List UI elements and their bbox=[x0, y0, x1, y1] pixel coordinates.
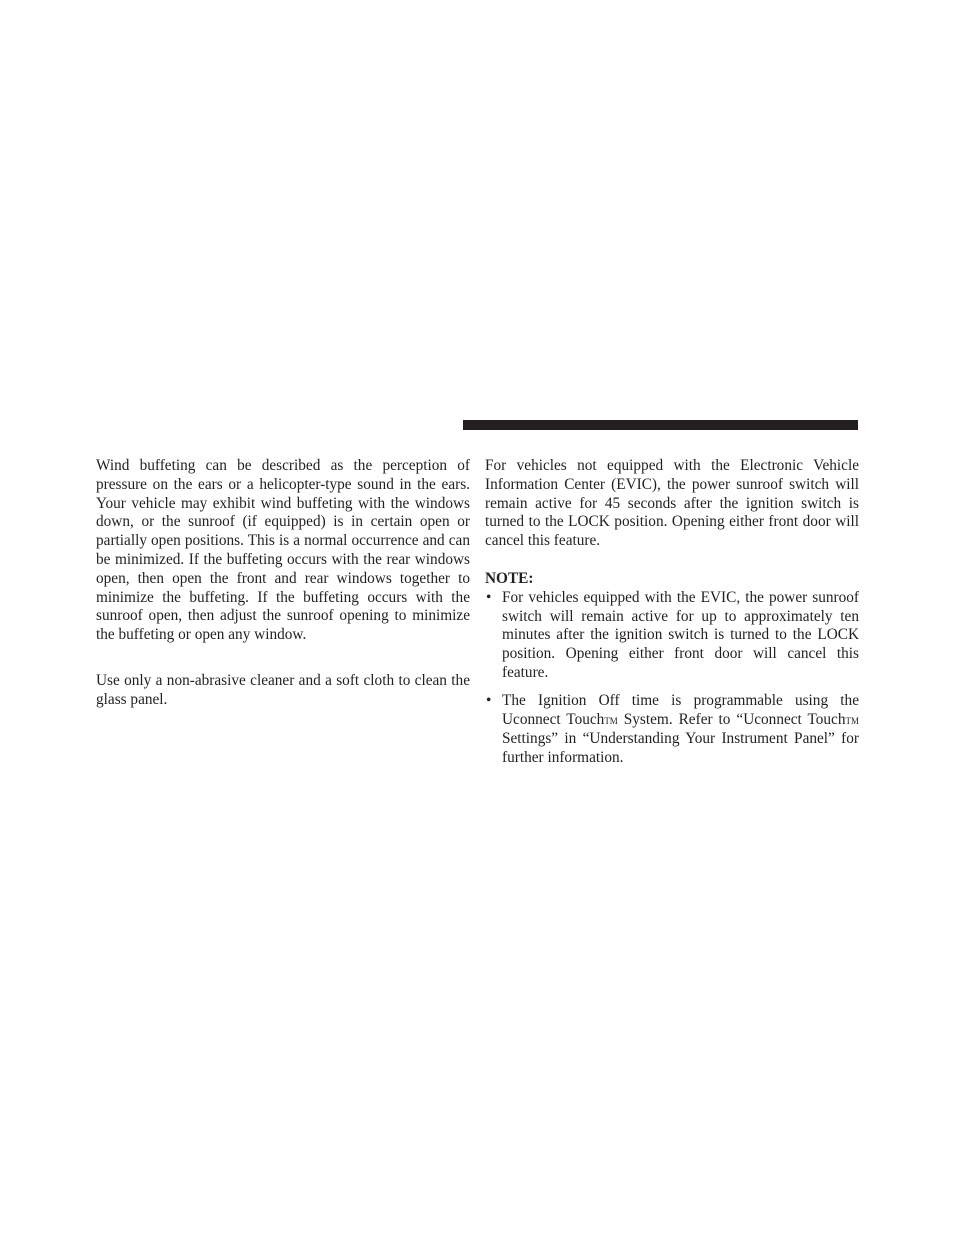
right-column bbox=[485, 457, 859, 768]
ignition-off-paragraph: For vehicles not equipped with the Electronic Vehicle Information Center (EVIC), the power sunroof switch will remain active for 45 seconds after the ignition switch is turned to the LOCK position. Opening either front door will cancel this feature. bbox=[485, 457, 859, 550]
note-bullet-1-text: For vehicles equipped with the EVIC, the power sunroof switch will remain active for up to approximately ten minutes after the ignition switch is turned to the LOCK position. Opening either front door will cancel this feature. bbox=[502, 588, 859, 681]
note-bullet-2-text-part1: The Ignition Off time is programmable using the Uconnect Touch bbox=[502, 691, 859, 728]
note-list-item bbox=[485, 692, 859, 768]
left-column bbox=[96, 457, 470, 710]
cleaning-paragraph: Use only a non-abrasive cleaner and a soft cloth to clean the glass panel. bbox=[96, 671, 470, 708]
note-list bbox=[485, 589, 859, 768]
section-header-rule bbox=[463, 420, 858, 430]
note-bullet-2-text-part3: Settings” in “Understanding Your Instrument Panel” for further information. bbox=[502, 730, 859, 767]
trademark-mark: TM bbox=[604, 715, 618, 726]
wind-buffeting-paragraph: Wind buffeting can be described as the perception of pressure on the ears or a helicopter-type sound in the ears. Your vehicle may exhibit wind buffeting with the windows down, or the sunroof (if equipped) is in certain open or partially open positions. This is a normal occurrence and can be minimized. If the buffeting occurs with the rear windows open, then open the front and rear windows together to minimize the buffeting. If the buffeting occurs with the sunroof open, then adjust the sunroof opening to minimize the buffeting or open any window. bbox=[96, 457, 470, 644]
note-label: NOTE: bbox=[485, 569, 534, 587]
bullet-icon: • bbox=[486, 691, 492, 709]
note-list-item bbox=[485, 589, 859, 683]
trademark-mark: TM bbox=[845, 715, 859, 726]
bullet-icon: • bbox=[486, 588, 492, 606]
note-bullet-2-text-part2: System. Refer to “Uconnect Touch bbox=[617, 710, 846, 728]
